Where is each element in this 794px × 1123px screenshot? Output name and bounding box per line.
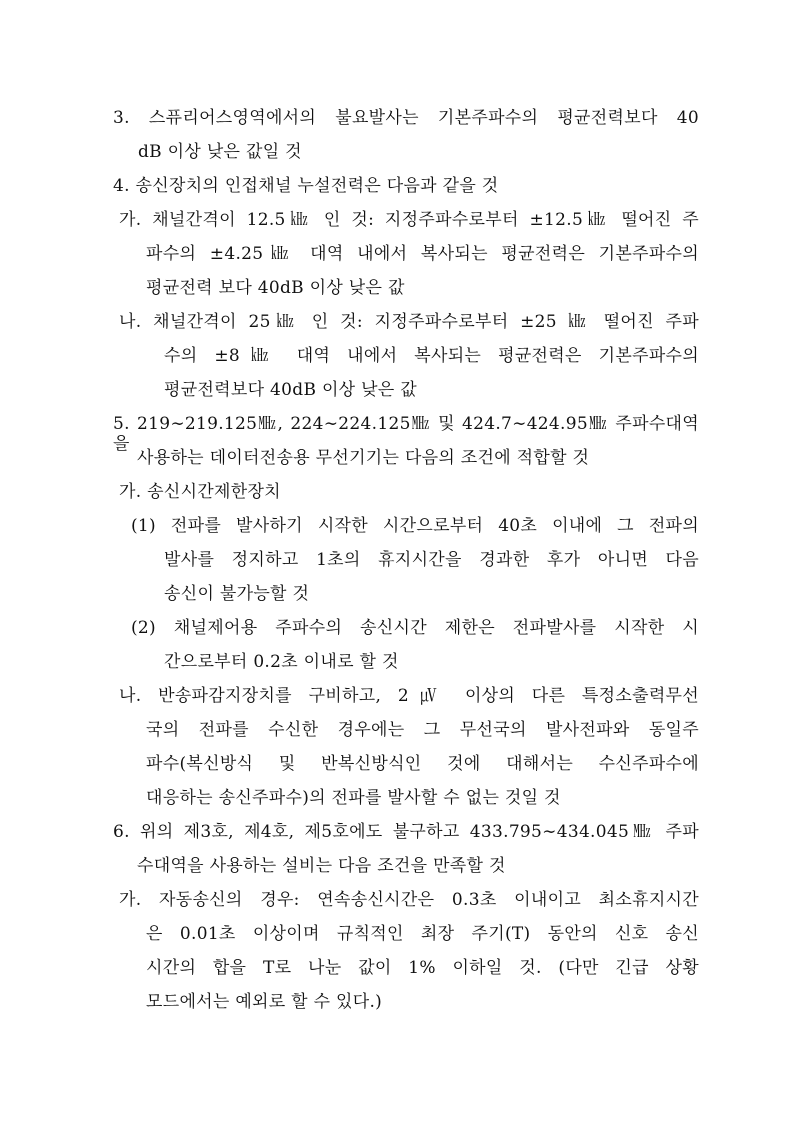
item-6-ga-line-2: 은 0.01초 이상이며 규칙적인 최장 주기(T) 동안의 신호 송신 — [146, 924, 699, 944]
item-3-line-1: 3. 스퓨리어스영역에서의 불요발사는 기본주파수의 평균전력보다 40 — [113, 108, 699, 128]
item-6-ga-line-1: 가. 자동송신의 경우: 연속송신시간은 0.3초 이내이고 최소휴지시간 — [119, 890, 699, 910]
item-4-na-line-2: 수의 ±8㎑ 대역 내에서 복사되는 평균전력은 기본주파수의 — [164, 346, 699, 366]
item-4-ga-line-2: 파수의 ±4.25㎑ 대역 내에서 복사되는 평균전력은 기본주파수의 — [146, 244, 699, 264]
item-5-line-1: 5. 219∼219.125㎒, 224∼224.125㎒ 및 424.7∼424.95㎒ 주파수대역을 — [113, 414, 699, 454]
item-6-line-1: 6. 위의 제3호, 제4호, 제5호에도 불구하고 433.795∼434.045㎒ 주파 — [113, 822, 699, 842]
item-5-ga-1-line-1: (1) 전파를 발사하기 시작한 시간으로부터 40초 이내에 그 전파의 — [131, 516, 699, 536]
item-5-ga-1-line-3: 송신이 불가능할 것 — [164, 584, 310, 604]
item-5-ga-2-line-2: 간으로부터 0.2초 이내로 할 것 — [164, 652, 399, 672]
item-5-na-line-1: 나. 반송파감지장치를 구비하고, 2㎶ 이상의 다른 특정소출력무선 — [119, 686, 699, 706]
item-5-na-line-4: 대응하는 송신주파수)의 전파를 발사할 수 없는 것일 것 — [146, 788, 561, 808]
item-5-ga-heading: 가. 송신시간제한장치 — [119, 482, 281, 502]
item-4-na-line-3: 평균전력보다 40dB 이상 낮은 값 — [164, 380, 417, 400]
item-5-na-line-2: 국의 전파를 수신한 경우에는 그 무선국의 발사전파와 동일주 — [146, 720, 699, 740]
item-6-ga-line-4: 모드에서는 예외로 할 수 있다.) — [146, 992, 383, 1012]
item-4-heading: 4. 송신장치의 인접채널 누설전력은 다음과 같을 것 — [113, 176, 499, 196]
item-5-na-line-3: 파수(복신방식 및 반복신방식인 것에 대해서는 수신주파수에 — [146, 754, 699, 774]
item-5-line-2: 사용하는 데이터전송용 무선기기는 다음의 조건에 적합할 것 — [137, 448, 590, 468]
item-5-ga-1-line-2: 발사를 정지하고 1초의 휴지시간을 경과한 후가 아니면 다음 — [164, 550, 699, 570]
item-4-na-line-1: 나. 채널간격이 25㎑ 인 것: 지정주파수로부터 ±25 ㎑ 떨어진 주파 — [119, 312, 699, 332]
item-4-ga-line-1: 가. 채널간격이 12.5㎑ 인 것: 지정주파수로부터 ±12.5㎑ 떨어진 주 — [119, 210, 699, 230]
item-6-ga-line-3: 시간의 합을 T로 나눈 값이 1% 이하일 것. (다만 긴급 상황 — [146, 958, 699, 978]
item-4-ga-line-3: 평균전력 보다 40dB 이상 낮은 값 — [146, 278, 405, 298]
item-6-line-2: 수대역을 사용하는 설비는 다음 조건을 만족할 것 — [137, 856, 506, 876]
item-5-ga-2-line-1: (2) 채널제어용 주파수의 송신시간 제한은 전파발사를 시작한 시 — [131, 618, 699, 638]
item-3-line-2: dB 이상 낮은 값일 것 — [138, 142, 302, 162]
